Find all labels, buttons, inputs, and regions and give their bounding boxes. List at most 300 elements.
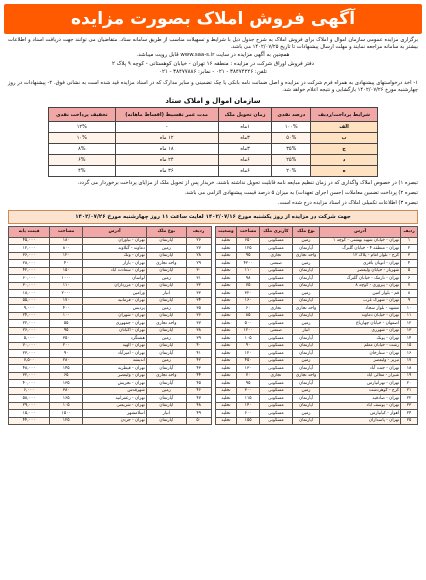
table-cell: تخلیه [215,395,237,403]
table-cell: تخلیه [215,327,237,335]
table-cell: تخلیه [215,387,237,395]
date-banner [8,210,418,224]
table-row [215,320,418,328]
payment-cell-term: ۱۸ ماه [115,144,218,155]
table-cell: مسکونی [259,350,292,358]
table-cell: ۳۳ [186,290,211,298]
table-row [9,260,212,268]
payment-cell-term: ۲۴ ماه [115,155,218,166]
table-row [9,402,212,410]
table-row [9,327,212,335]
table-cell: ۲۹ [186,260,211,268]
payment-cell-delivery: ۶ماه [218,155,272,166]
payment-header: درصد نقدی [272,108,311,122]
table-cell: ۹۵ [50,327,83,335]
table-cell: ۱۱۵ [237,395,260,403]
table-cell: آپارتمان [292,402,319,410]
table-cell: زمین [146,245,186,253]
table-cell: ۱۲۰ [50,252,83,260]
table-cell: واحد تجاری [292,252,319,260]
table-cell: اسلامشهر [83,410,147,418]
phone-line: تلفن: ۳۸۴۷۴۲۲۶ - ۰۲۱ - نمابر: ۳۸۴۷۷۸۸۶ - ۰۲۱ [159,69,267,76]
payment-header: شرایط پرداخت/ردیف [311,108,378,122]
table-cell: ۲۰ [401,380,418,388]
table-cell: ۳۲,۰۰۰ [9,372,50,380]
table-cell: تهران - پیروزی - کوچه ۸ [320,282,401,290]
table-cell: زمین [292,290,319,298]
table-cell: تخلیه [215,312,237,320]
table-cell: ۱۱۰ [237,267,260,275]
table-row [9,275,212,283]
table-cell: ۱۳۵ [50,380,83,388]
table-cell: آپارتمان [146,237,186,245]
payment-cell-cash: ۱۰۰% [272,122,311,133]
table-cell: تهران - زعفرانیه [83,395,147,403]
table-cell: تخلیه [215,245,237,253]
table-cell: ۹,۰۰۰ [9,305,50,313]
table-cell: تخلیه [215,237,237,245]
table-cell: زمین [146,335,186,343]
listing-left-wrap [215,226,419,426]
table-row [9,252,212,260]
table-cell: اصفهان - خیابان چهارباغ [320,320,401,328]
listing-table-left [215,226,419,426]
table-cell: ۱۸۰ [50,237,83,245]
table-cell: مسکونی [259,410,292,418]
table-cell: ۹ [401,297,418,305]
table-cell: ۱۲۵ [50,417,83,425]
table-row [9,410,212,418]
table-cell: ۶ [401,275,418,283]
table-cell: ۴ [401,260,418,268]
table-cell: ۲۴ [401,410,418,418]
table-cell: قم - بلوار امین [320,290,401,298]
table-row [215,380,418,388]
table-row [215,335,418,343]
table-cell: مسکونی [259,387,292,395]
table-cell: ۳۰ [186,267,211,275]
table-cell: ۴۵,۰۰۰ [9,237,50,245]
table-cell: ۲۹,۰۰۰ [9,402,50,410]
table-cell: ۲۰۰۰ [50,290,83,298]
table-row [9,395,212,403]
table-cell: ۳۵۰ [50,335,83,343]
table-cell: تهران - تجریش [83,380,147,388]
table-cell: مسکونی [259,320,292,328]
table-cell: ۹۵ [237,380,260,388]
table-cell: ۴۴ [186,372,211,380]
table-cell: کرج - بلوار امام - پلاک ۱۲ [320,252,401,260]
table-cell: ۱۲۵ [237,245,260,253]
table-cell: ۸۵ [237,312,260,320]
table-cell: ۳۶ [186,312,211,320]
table-row [9,290,212,298]
table-cell: مسکونی [259,342,292,350]
payment-row [49,144,378,155]
table-row [9,380,212,388]
table-cell: زمین [146,275,186,283]
site-line[interactable]: همچنین به آگهی مزایده در سایت www.saa-s.ir قابل رویت میباشد. [136,52,290,59]
table-cell: آپارتمان [146,312,186,320]
payment-row [49,155,378,166]
table-cell: شهرقدس [83,387,147,395]
table-row [9,342,212,350]
table-cell: تخلیه [215,365,237,373]
table-cell: تخلیه [215,350,237,358]
table-cell: ۹۸ [237,275,260,283]
table-cell: ۹۵ [237,252,260,260]
table-cell: ۱۶۵ [50,395,83,403]
table-cell: ۴۵۰ [237,357,260,365]
table-cell: مسکونی [259,357,292,365]
table-row [215,297,418,305]
payment-table-title: سازمان اموال و املاک ستاد [165,97,261,106]
table-cell: ۳۵ [186,305,211,313]
table-cell: آپارتمان [292,350,319,358]
table-cell: تهران - پاسداران [320,417,401,425]
table-cell: ۵۸,۰۰۰ [9,395,50,403]
table-cell: تهران - خیابان دماوند [320,312,401,320]
table-cell: آپارتمان [146,327,186,335]
table-cell: آپارتمان [146,252,186,260]
table-cell: ۳۱ [186,275,211,283]
table-cell: تهران - الهیه [83,342,147,350]
table-cell: تخلیه [215,260,237,268]
payment-cell-delivery: ۳ماه [218,133,272,144]
table-cell: کرج - گوهردشت [320,387,401,395]
table-cell: ۲۳,۰۰۰ [9,350,50,358]
table-cell: لواسان [83,275,147,283]
table-cell: ۳۷ [186,320,211,328]
table-cell: ۱۲,۰۰۰ [9,245,50,253]
table-cell: هشتگرد [83,335,147,343]
table-cell: ۳۶,۰۰۰ [9,252,50,260]
table-cell: واحد تجاری [292,372,319,380]
table-cell: زمین [146,357,186,365]
payment-cell-label: ج [311,144,378,155]
table-cell: آپارتمان [146,395,186,403]
table-cell: ۴۲ [186,357,211,365]
table-row [215,365,418,373]
listing-table-right [8,226,212,426]
payment-cell-delivery: ۱ماه [218,122,272,133]
table-cell: تهران - منطقه ۴ - خیابان گلبرگ [320,245,401,253]
table-cell: شیراز - معالی آباد [320,372,401,380]
table-cell: تهران - نیاوران [83,237,147,245]
table-row [215,237,418,245]
listing-header: مساحت [50,226,83,237]
table-cell: ۵۵ [50,320,83,328]
table-cell: تخلیه [215,290,237,298]
table-row [215,245,418,253]
table-cell: ۱۸ [401,365,418,373]
table-cell: شهریار - خیابان ولیعصر [320,267,401,275]
table-cell: مسکونی [259,395,292,403]
conditions-paragraph: ۱- اخذ درخواستهای پیشنهادی به همراه فرم شرکت در مزایده و اصل ضمانت نامه بانکی یا چک تضمینی و سایر مدارک که در اسناد مزایده قید شده است به نشانی فوق. ۲- پیشنهادات در روز چهارشنبه مورخ ۱۴۰۲/۰۷/۲۶ بازگشایی و نتیجه اعلام خواهد شد. [8,79,418,93]
table-cell: تخلیه [215,335,237,343]
table-cell: ۳۰۰ [237,387,260,395]
table-row [215,342,418,350]
table-cell: تجاری [259,252,292,260]
payment-cell-discount: ۱۲% [49,122,116,133]
table-cell: ۴۲۰۰ [237,260,260,268]
table-cell: ۸ [401,290,418,298]
table-cell: آپارتمان [146,417,186,425]
table-row [215,267,418,275]
table-cell: آپارتمان [292,282,319,290]
table-row [215,395,418,403]
table-cell: زمین [292,320,319,328]
table-cell: ۹۰ [50,350,83,358]
table-cell: ۱ [401,237,418,245]
table-row [215,327,418,335]
payment-header: زمان تحویل ملک [218,108,272,122]
table-cell: تخلیه [215,410,237,418]
listing-header: وضعیت [215,226,237,237]
table-cell: آپارتمان [292,395,319,403]
table-cell: ۸۰۰ [50,245,83,253]
table-cell: ۴۰ [50,260,83,268]
table-cell: ۷۵ [237,282,260,290]
table-row [215,402,418,410]
table-row [9,312,212,320]
table-cell: واحد تجاری [146,372,186,380]
table-cell: ۲۴,۰۰۰ [9,312,50,320]
table-cell: آپارتمان [292,267,319,275]
table-cell: مسکونی [259,282,292,290]
table-cell: ۲۲,۰۰۰ [9,320,50,328]
table-row [215,387,418,395]
table-cell: ۱۶ [401,350,418,358]
table-cell: آپارتمان [292,417,319,425]
table-cell: ۷۰,۰۰۰ [9,342,50,350]
table-cell: ۴۷ [186,395,211,403]
table-cell: صنعتی [259,260,292,268]
table-cell: ۱۷ [401,357,418,365]
table-cell: ۷ [401,282,418,290]
table-cell: آپارتمان [292,342,319,350]
table-cell: ۲ [401,245,418,253]
table-cell: ۵,۰۰۰ [9,335,50,343]
table-cell: انبار [146,410,186,418]
table-cell: تجاری [259,372,292,380]
table-cell: ۴۴,۰۰۰ [9,417,50,425]
payment-cell-term: ۳۶ ماه [115,166,218,177]
payment-cell-cash: ۲۵% [272,155,311,166]
payment-row [49,133,378,144]
payment-cell-cash: ۳۵% [272,144,311,155]
table-cell: تهران - قیطریه [83,365,147,373]
table-cell: تهران - خیابان شهید بهشتی - کوچه ۱ [320,237,401,245]
table-cell: ۵۰ [186,417,211,425]
table-cell: ۳ [401,252,418,260]
table-cell: زمین [292,260,319,268]
table-cell: تخلیه [215,282,237,290]
table-cell: تهران - صادقیه [320,395,401,403]
table-cell: ۲۶,۰۰۰ [9,327,50,335]
table-cell: تخلیه [215,342,237,350]
table-cell: ۶,۰۰۰ [9,387,50,395]
table-row [9,297,212,305]
table-cell: تهران - ستارخان [320,350,401,358]
table-cell: تخلیه [215,252,237,260]
table-row [9,350,212,358]
table-cell: ۲۳ [401,402,418,410]
table-cell: مسکونی [259,365,292,373]
listing-right-wrap [8,226,212,426]
table-cell: واحد تجاری [146,320,186,328]
table-row [215,312,418,320]
table-cell: ۱۵۰ [50,267,83,275]
table-cell: تخلیه [215,402,237,410]
table-cell: آپارتمان [292,335,319,343]
table-cell: ۵۰۰ [237,320,260,328]
table-cell: تخلیه [215,380,237,388]
table-cell: ۶۰۰ [237,410,260,418]
table-cell: زمین [292,387,319,395]
table-cell: آپارتمان [146,342,186,350]
table-cell: مسکونی [259,417,292,425]
payment-row [49,122,378,133]
table-cell: مسکونی [259,380,292,388]
table-cell: ۱۵,۰۰۰ [9,410,50,418]
table-row [9,387,212,395]
table-cell: تخلیه [215,372,237,380]
table-cell: تهران - بازار [83,260,147,268]
payment-cell-label: ب [311,133,378,144]
table-row [9,237,212,245]
table-cell: ۴۳ [186,365,211,373]
table-cell: آپارتمان [292,365,319,373]
table-cell: ۷۰ [237,372,260,380]
listing-header: نوع ملک [146,226,186,237]
payment-cell-term: ۱۲ ماه [115,133,218,144]
table-cell: تخلیه [215,267,237,275]
table-cell: تهران - یوسف آباد [320,402,401,410]
table-cell: مسکونی [259,267,292,275]
table-cell: آپارتمان [146,297,186,305]
table-cell: تهران - تهرانپارس [320,380,401,388]
table-cell: واحد تجاری [292,305,319,313]
table-cell: اندیشه [83,357,147,365]
title-bar [4,4,422,34]
table-cell: ۳۴ [186,297,211,305]
table-cell: مسکونی [259,335,292,343]
table-row [9,417,212,425]
note-1: تبصره ۱) در خصوص املاک واگذاری که در زمان تنظیم مبایعه نامه قابلیت تحویل نداشته باشند، خریدار پس از تحویل ملک از مزایای پرداخت برخوردار می گردد. [77,180,418,187]
table-row [9,267,212,275]
listing-header: ردیف [401,226,418,237]
table-row [215,357,418,365]
table-cell: ۱۰ [401,305,418,313]
table-cell: ۴۹ [186,410,211,418]
table-cell: تخلیه [215,275,237,283]
table-cell: ۳۸۰ [50,387,83,395]
table-cell: تهران - ونک [83,252,147,260]
table-cell: زمین [292,357,319,365]
table-row [9,282,212,290]
table-row [215,252,418,260]
payment-cell-cash: ۲۰% [272,166,311,177]
table-cell: ۲۲ [401,395,418,403]
table-cell: ۶۰,۰۰۰ [9,275,50,283]
table-cell: زمین [146,387,186,395]
table-cell: انبار [146,290,186,298]
table-cell: مشهد - بلوار سجاد [320,305,401,313]
table-cell: تهران - جردن [83,417,147,425]
table-cell: ۱۲۰ [237,350,260,358]
table-cell: تهران - پونک [320,335,401,343]
table-cell: ۲۰۰ [50,342,83,350]
payment-cell-label: د [311,155,378,166]
table-cell: تهران - نارمک - خیابان گلبرگ [320,275,401,283]
listing-header: مساحت [237,226,260,237]
table-cell: آپارتمان [146,365,186,373]
table-cell: آپارتمان [292,312,319,320]
table-cell: ۳۸ [186,327,211,335]
table-cell: ۴۱ [186,350,211,358]
table-row [215,410,418,418]
table-cell: ۱۵۰۰ [50,410,83,418]
table-cell: مسکونی [259,290,292,298]
table-cell: ۱۵ [401,342,418,350]
table-row [9,305,212,313]
table-cell: آپارتمان [146,350,186,358]
table-cell: ۴۸,۰۰۰ [9,365,50,373]
auction-notice [4,4,422,572]
table-cell: تخلیه [215,297,237,305]
note-2: تبصره ۲) پرداخت تضمین معاملات (حسن اجرای تعهدات) به میزان ۵ درصد قیمت پیشنهادی الزامی می باشد. [184,190,418,197]
listing-header: کاربری ملک [259,226,292,237]
payment-cell-delivery: ۶ماه [218,166,272,177]
table-cell: ۲۶ [186,237,211,245]
table-cell: ۴۰ [186,342,211,350]
table-cell: آپارتمان [146,402,186,410]
table-cell: ۵ [401,267,418,275]
intro-paragraph: برگزاری مزایده عمومی سازمان اموال و املاک برای فروش املاک به شرح جدول ذیل با شرایط و تسهیلات مناسب از طریق سامانه ستاد. متقاضیان می توانند جهت دریافت اسناد و اطلاعات بیشتر به سامانه مراجعه نمایند و مهلت ارسال پیشنهادات تا تاریخ ۱۴۰۲/۰۷/۲۵ می باشد. [8,37,418,51]
table-cell: ۹۰ [237,342,260,350]
table-cell: تهران - شهران [83,312,147,320]
payment-table [48,107,378,177]
table-cell: پردیس [83,305,147,313]
table-cell: آپارتمان [292,297,319,305]
table-cell: تهران - جنت آباد [320,365,401,373]
payment-header: تخفیف پرداخت نقدی [49,108,116,122]
table-cell: ۳۲ [186,282,211,290]
table-cell: ۴۰,۰۰۰ [9,380,50,388]
table-row [9,357,212,365]
listing-tables [8,226,418,426]
table-cell: ۱۷۰ [50,297,83,305]
table-row [215,282,418,290]
table-cell: ۵۵,۰۰۰ [9,297,50,305]
table-cell: اهواز - کیانپارس [320,410,401,418]
table-cell: تهران - اکباتان [83,327,147,335]
table-cell: تهران - جمهوری [83,320,147,328]
table-row [9,245,212,253]
table-cell: ۲۵ [401,417,418,425]
table-cell: آپارتمان [292,245,319,253]
table-row [215,305,418,313]
table-cell: ۱۰۰ [50,312,83,320]
payment-cell-label: ه [311,166,378,177]
listing-header: نوع ملک [292,226,319,237]
table-cell: ۶۰ [237,305,260,313]
payment-header-row [49,108,378,122]
table-cell: تهران - سعادت آباد [83,267,147,275]
table-cell: ۶۵ [50,372,83,380]
date-line: جهت شرکت در مزایده از روز یکشنبه مورخ ۱۴۰۲/۰۷/۱۶ لغایت ساعت ۱۱ روز چهارشنبه مورخ ۱۴۰۲/۰۷/۲۶ [75,213,351,220]
